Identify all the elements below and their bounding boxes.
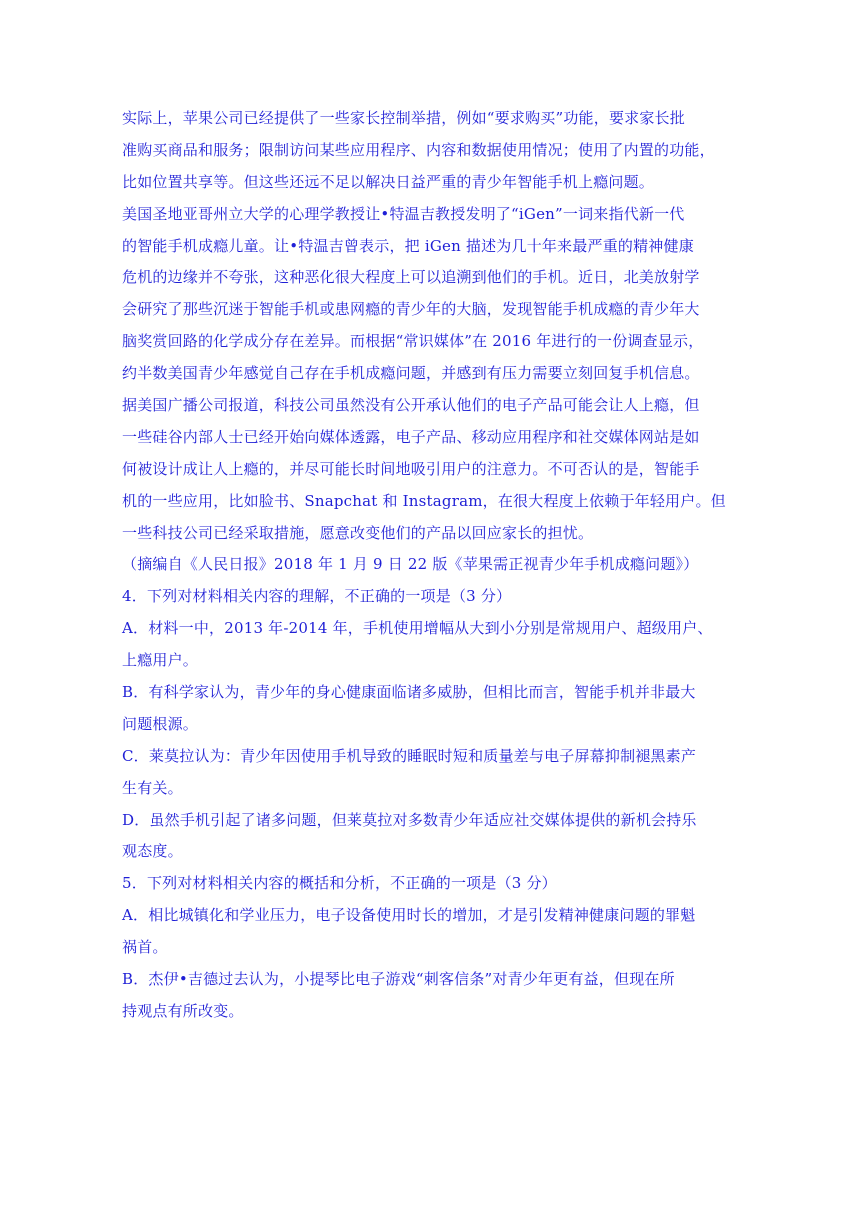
question-4-option-c-cont: 生有关。 bbox=[122, 778, 183, 797]
question-4-option-a: A．材料一中，2013 年-2014 年，手机使用增幅从大到小分别是常规用户、超级用户、 bbox=[122, 619, 713, 638]
question-5-option-a-cont: 祸首。 bbox=[122, 938, 168, 957]
question-4-option-b: B．有科学家认为，青少年的身心健康面临诸多威胁，但相比而言，智能手机并非最大 bbox=[122, 683, 696, 702]
text-line-3: 比如位置共享等。但这些还远不足以解决日益严重的青少年智能手机上瘾问题。 bbox=[122, 172, 655, 191]
question-4-option-a-cont: 上瘾用户。 bbox=[122, 651, 199, 670]
source-citation: （摘编自《人民日报》2018 年 1 月 9 日 22 版《苹果需正视青少年手机成瘾问题》） bbox=[122, 555, 699, 574]
text-line-4: 美国圣地亚哥州立大学的心理学教授让•特温吉教授发明了“iGen”一词来指代新一代 bbox=[122, 204, 685, 223]
text-line-7: 会研究了那些沉迷于智能手机或患网瘾的青少年的大脑，发现智能手机成瘾的青少年大 bbox=[122, 300, 700, 319]
text-line-13: 机的一些应用，比如脸书、Snapchat 和 Instagram，在很大程度上依赖于年轻用户。但 bbox=[122, 491, 726, 510]
question-4-option-b-cont: 问题根源。 bbox=[122, 714, 199, 733]
text-line-1: 实际上，苹果公司已经提供了一些家长控制举措，例如“要求购买”功能，要求家长批 bbox=[122, 109, 685, 127]
text-line-11: 一些硅谷内部人士已经开始向媒体透露，电子产品、移动应用程序和社交媒体网站是如 bbox=[122, 427, 700, 446]
text-line-10: 据美国广播公司报道，科技公司虽然没有公开承认他们的电子产品可能会让人上瘾，但 bbox=[122, 396, 700, 415]
question-4-option-d: D．虽然手机引起了诸多问题，但莱莫拉对多数青少年适应社交媒体提供的新机会持乐 bbox=[122, 810, 697, 829]
question-5-option-b-cont: 持观点有所改变。 bbox=[122, 1001, 244, 1020]
question-5-stem: 5．下列对材料相关内容的概括和分析，不正确的一项是（3 分） bbox=[122, 874, 557, 893]
text-line-8: 脑奖赏回路的化学成分存在差异。而根据“常识媒体”在 2016 年进行的一份调查显示， bbox=[122, 332, 704, 351]
text-line-9: 约半数美国青少年感觉自己存在手机成瘾问题，并感到有压力需要立刻回复手机信息。 bbox=[122, 364, 700, 383]
text-line-6: 危机的边缘并不夸张，这种恶化很大程度上可以追溯到他们的手机。近日，北美放射学 bbox=[122, 268, 700, 287]
question-5-option-b: B．杰伊•吉德过去认为，小提琴比电子游戏“刺客信条”对青少年更有益，但现在所 bbox=[122, 970, 675, 989]
text-line-5: 的智能手机成瘾儿童。让•特温吉曾表示，把 iGen 描述为几十年来最严重的精神健康 bbox=[122, 236, 694, 255]
text-line-2: 准购买商品和服务；限制访问某些应用程序、内容和数据使用情况；使用了内置的功能， bbox=[122, 140, 715, 159]
question-4-option-c: C．莱莫拉认为：青少年因使用手机导致的睡眠时短和质量差与电子屏幕抑制褪黑素产 bbox=[122, 746, 697, 765]
question-5-option-a: A．相比城镇化和学业压力，电子设备使用时长的增加，才是引发精神健康问题的罪魁 bbox=[122, 906, 696, 925]
text-line-14: 一些科技公司已经采取措施，愿意改变他们的产品以回应家长的担忧。 bbox=[122, 523, 594, 542]
question-4-option-d-cont: 观态度。 bbox=[122, 842, 183, 861]
text-line-12: 何被设计成让人上瘾的，并尽可能长时间地吸引用户的注意力。不可否认的是，智能手 bbox=[122, 459, 700, 478]
document-body bbox=[122, 103, 748, 1028]
question-4-stem: 4．下列对材料相关内容的理解，不正确的一项是（3 分） bbox=[122, 587, 512, 606]
